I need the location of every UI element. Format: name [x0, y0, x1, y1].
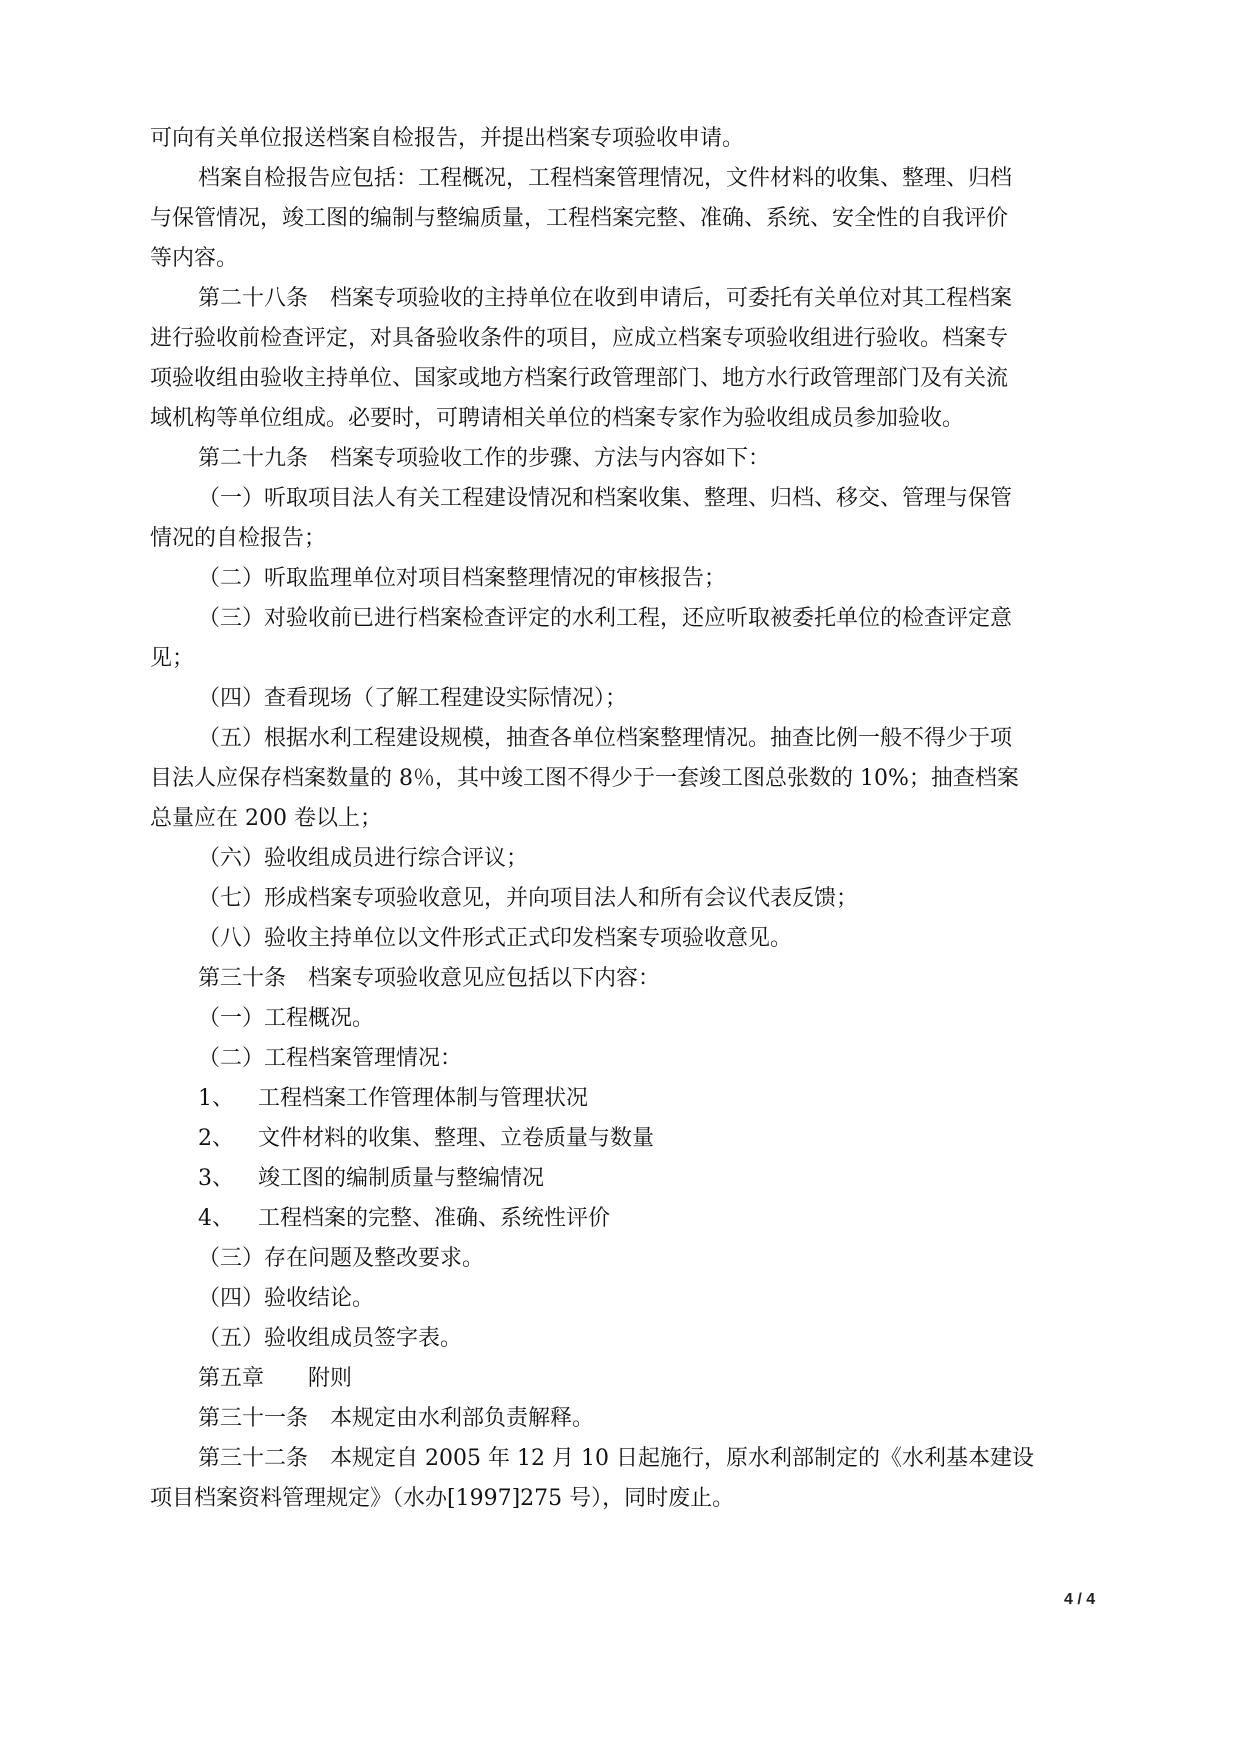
article-text: 档案专项验收工作的步骤、方法与内容如下：: [330, 446, 771, 471]
article-text: 本规定由水利部负责解释。: [330, 1406, 595, 1431]
article-text: 本规定自 2005 年 12 月 10 日起施行，原水利部制定的《水利基本建设: [330, 1446, 1034, 1471]
numbered-item: [150, 1199, 1110, 1239]
numbered-item: [150, 1119, 1110, 1159]
chapter-heading: [150, 1359, 1110, 1399]
article-29-line: [150, 439, 1110, 479]
item-number: 4、: [198, 1206, 234, 1231]
text-line: 档案自检报告应包括：工程概况，工程档案管理情况，文件材料的收集、整理、归档: [198, 166, 1013, 191]
list-item: （二）听取监理单位对项目档案整理情况的审核报告；: [198, 566, 727, 591]
text-line: 可向有关单位报送档案自检报告，并提出档案专项验收申请。: [150, 126, 745, 151]
text-line: 域机构等单位组成。必要时，可聘请相关单位的档案专家作为验收组成员参加验收。: [150, 406, 965, 431]
article-28-line: [150, 279, 1110, 319]
article-heading: 第三十二条: [198, 1446, 309, 1471]
text-line: 项目档案资料管理规定》（水办[1997]275 号），同时废止。: [150, 1486, 735, 1511]
item-text: 工程档案工作管理体制与管理状况: [258, 1086, 589, 1111]
text-line: 与保管情况，竣工图的编制与整编质量，工程档案完整、准确、系统、安全性的自我评价: [150, 206, 1009, 231]
list-item: （一）听取项目法人有关工程建设情况和档案收集、整理、归档、移交、管理与保管: [198, 486, 1013, 511]
numbered-item: [150, 1159, 1110, 1199]
page-number: 4 / 4: [1064, 1591, 1096, 1608]
text-line: 情况的自检报告；: [150, 526, 327, 551]
item-number: 3、: [198, 1166, 234, 1191]
article-heading: 第三十一条: [198, 1406, 309, 1431]
item-number: 2、: [198, 1126, 234, 1151]
text-line: 进行验收前检查评定，对具备验收条件的项目，应成立档案专项验收组进行验收。档案专: [150, 326, 1009, 351]
list-item: （三）对验收前已进行档案检查评定的水利工程，还应听取被委托单位的检查评定意: [198, 606, 1013, 631]
article-32-line: [150, 1439, 1110, 1479]
article-text: 档案专项验收的主持单位在收到申请后，可委托有关单位对其工程档案: [330, 286, 1013, 311]
article-heading: 第三十条: [198, 966, 287, 991]
list-item: （三）存在问题及整改要求。: [198, 1246, 485, 1271]
numbered-item: [150, 1079, 1110, 1119]
item-text: 工程档案的完整、准确、系统性评价: [258, 1206, 611, 1231]
article-31-line: [150, 1399, 1110, 1439]
article-heading: 第二十九条: [198, 446, 309, 471]
list-item: （七）形成档案专项验收意见，并向项目法人和所有会议代表反馈；: [198, 886, 859, 911]
article-30-line: [150, 959, 1110, 999]
document-body: [150, 119, 1110, 1519]
text-line: 目法人应保存档案数量的 8％，其中竣工图不得少于一套竣工图总张数的 10%；抽查档案: [150, 766, 1019, 791]
item-text: 竣工图的编制质量与整编情况: [258, 1166, 545, 1191]
chapter-number: 第五章: [198, 1366, 265, 1391]
list-item: （五）验收组成员签字表。: [198, 1326, 463, 1351]
text-line: 见；: [150, 646, 195, 671]
list-item: （六）验收组成员进行综合评议；: [198, 846, 529, 871]
text-line: 项验收组由验收主持单位、国家或地方档案行政管理部门、地方水行政管理部门及有关流: [150, 366, 1009, 391]
list-item: （一）工程概况。: [198, 1006, 375, 1031]
article-text: 档案专项验收意见应包括以下内容：: [308, 966, 661, 991]
text-line: 总量应在 200 卷以上；: [150, 806, 382, 831]
text-line: 等内容。: [150, 246, 239, 271]
list-item: （四）查看现场（了解工程建设实际情况）；: [198, 686, 628, 711]
article-heading: 第二十八条: [198, 286, 309, 311]
chapter-title: 附则: [308, 1366, 353, 1391]
item-number: 1、: [198, 1086, 234, 1111]
list-item: （五）根据水利工程建设规模，抽查各单位档案整理情况。抽查比例一般不得少于项: [198, 726, 1013, 751]
list-item: （二）工程档案管理情况：: [198, 1046, 463, 1071]
list-item: （八）验收主持单位以文件形式正式印发档案专项验收意见。: [198, 926, 793, 951]
list-item: （四）验收结论。: [198, 1286, 375, 1311]
item-text: 文件材料的收集、整理、立卷质量与数量: [258, 1126, 655, 1151]
